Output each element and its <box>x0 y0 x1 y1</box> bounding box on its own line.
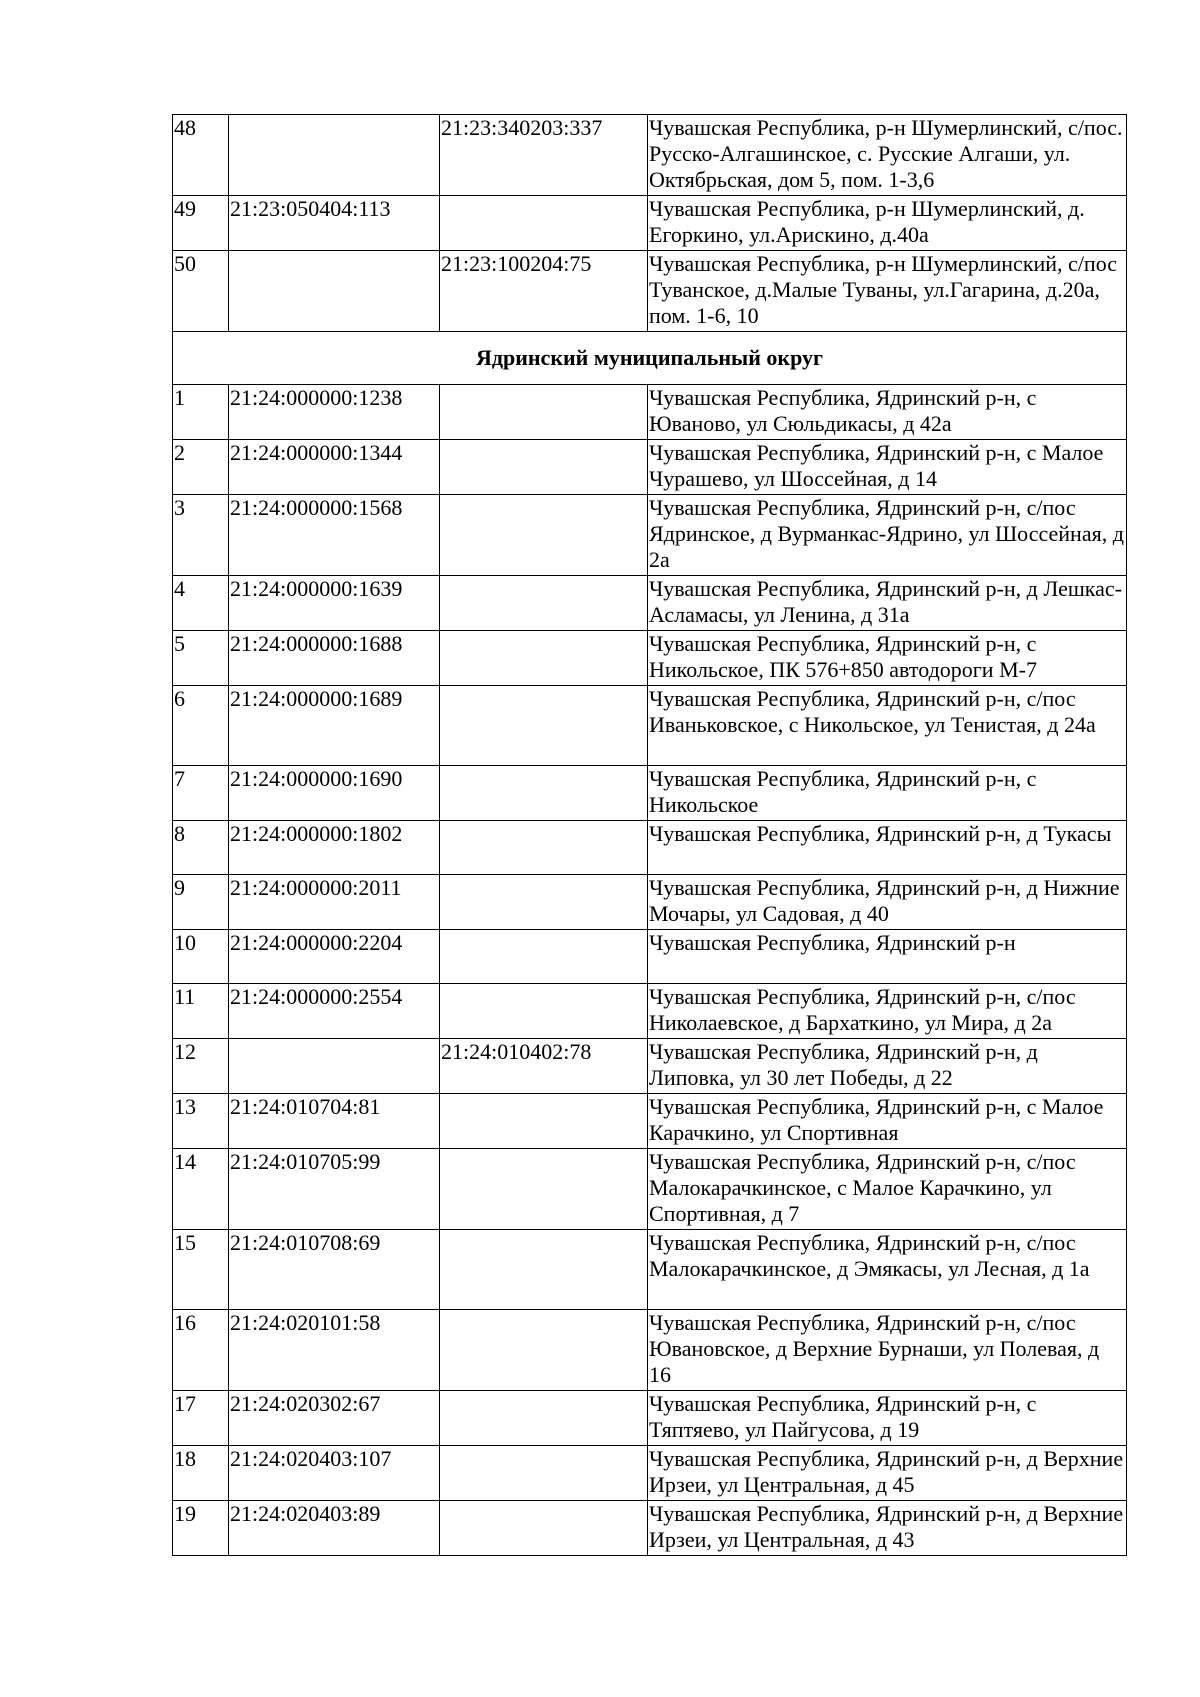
property-table <box>172 114 1127 1556</box>
address: Чувашская Республика, Ядринский р-н, д Верхние Ирзеи, ул Центральная, д 45 <box>648 1446 1127 1501</box>
row-number: 17 <box>173 1391 229 1446</box>
row-number: 10 <box>173 930 229 984</box>
building-cadastral-number <box>440 930 648 984</box>
table-row <box>173 1391 1127 1446</box>
address: Чувашская Республика, Ядринский р-н, с Тяптяево, ул Пайгусова, д 19 <box>648 1391 1127 1446</box>
row-number: 12 <box>173 1039 229 1094</box>
table-row <box>173 385 1127 440</box>
row-number: 6 <box>173 686 229 766</box>
land-cadastral-number: 21:24:000000:2204 <box>229 930 440 984</box>
table-row <box>173 196 1127 251</box>
table-row <box>173 875 1127 930</box>
section-title: Ядринский муниципальный округ <box>173 332 1127 385</box>
building-cadastral-number: 21:24:010402:78 <box>440 1039 648 1094</box>
row-number: 18 <box>173 1446 229 1501</box>
address: Чувашская Республика, Ядринский р-н, с/пос Ювановское, д Верхние Бурнаши, ул Полевая, д 16 <box>648 1310 1127 1391</box>
building-cadastral-number <box>440 576 648 631</box>
building-cadastral-number <box>440 1094 648 1149</box>
table-row <box>173 686 1127 766</box>
building-cadastral-number <box>440 984 648 1039</box>
table-row <box>173 1039 1127 1094</box>
land-cadastral-number: 21:24:000000:2011 <box>229 875 440 930</box>
building-cadastral-number <box>440 495 648 576</box>
row-number: 50 <box>173 251 229 332</box>
land-cadastral-number: 21:24:000000:1689 <box>229 686 440 766</box>
building-cadastral-number <box>440 1391 648 1446</box>
land-cadastral-number <box>229 115 440 196</box>
address: Чувашская Республика, Ядринский р-н, д Верхние Ирзеи, ул Центральная, д 43 <box>648 1501 1127 1556</box>
row-number: 1 <box>173 385 229 440</box>
table-body <box>173 115 1127 1556</box>
address: Чувашская Республика, Ядринский р-н, д Тукасы <box>648 821 1127 875</box>
building-cadastral-number <box>440 1230 648 1310</box>
building-cadastral-number <box>440 631 648 686</box>
land-cadastral-number: 21:24:020403:89 <box>229 1501 440 1556</box>
table-row <box>173 576 1127 631</box>
building-cadastral-number <box>440 440 648 495</box>
row-number: 7 <box>173 766 229 821</box>
table-row <box>173 251 1127 332</box>
table-row <box>173 1310 1127 1391</box>
section-header-row <box>173 332 1127 385</box>
land-cadastral-number <box>229 1039 440 1094</box>
address: Чувашская Республика, р-н Шумерлинский, с/пос. Русско-Алгашинское, с. Русские Алгаши, ул. Октябрьская, дом 5, пом. 1-3,6 <box>648 115 1127 196</box>
building-cadastral-number <box>440 385 648 440</box>
land-cadastral-number <box>229 251 440 332</box>
table-row <box>173 984 1127 1039</box>
table-row <box>173 440 1127 495</box>
land-cadastral-number: 21:23:050404:113 <box>229 196 440 251</box>
table-row <box>173 631 1127 686</box>
row-number: 11 <box>173 984 229 1039</box>
row-number: 49 <box>173 196 229 251</box>
address: Чувашская Республика, Ядринский р-н, с/пос Малокарачкинское, с Малое Карачкино, ул Спортивная, д 7 <box>648 1149 1127 1230</box>
address: Чувашская Республика, Ядринский р-н, с Никольское <box>648 766 1127 821</box>
building-cadastral-number <box>440 1310 648 1391</box>
table-row <box>173 930 1127 984</box>
table-row <box>173 495 1127 576</box>
row-number: 16 <box>173 1310 229 1391</box>
address: Чувашская Республика, Ядринский р-н <box>648 930 1127 984</box>
address: Чувашская Республика, Ядринский р-н, с/пос Ядринское, д Вурманкас-Ядрино, ул Шоссейная, д 2а <box>648 495 1127 576</box>
table-row <box>173 766 1127 821</box>
address: Чувашская Республика, Ядринский р-н, с/пос Николаевское, д Бархаткино, ул Мира, д 2а <box>648 984 1127 1039</box>
address: Чувашская Республика, Ядринский р-н, с/пос Малокарачкинское, д Эмякасы, ул Лесная, д 1а <box>648 1230 1127 1310</box>
building-cadastral-number <box>440 1501 648 1556</box>
building-cadastral-number <box>440 766 648 821</box>
land-cadastral-number: 21:24:010704:81 <box>229 1094 440 1149</box>
land-cadastral-number: 21:24:000000:1238 <box>229 385 440 440</box>
land-cadastral-number: 21:24:000000:1690 <box>229 766 440 821</box>
row-number: 5 <box>173 631 229 686</box>
row-number: 13 <box>173 1094 229 1149</box>
land-cadastral-number: 21:24:020403:107 <box>229 1446 440 1501</box>
address: Чувашская Республика, р-н Шумерлинский, с/пос Туванское, д.Малые Туваны, ул.Гагарина, д.20а, пом. 1-6, 10 <box>648 251 1127 332</box>
building-cadastral-number <box>440 875 648 930</box>
address: Чувашская Республика, Ядринский р-н, д Липовка, ул 30 лет Победы, д 22 <box>648 1039 1127 1094</box>
table-row <box>173 1230 1127 1310</box>
address: Чувашская Республика, Ядринский р-н, с Малое Карачкино, ул Спортивная <box>648 1094 1127 1149</box>
table-row <box>173 1149 1127 1230</box>
row-number: 2 <box>173 440 229 495</box>
row-number: 14 <box>173 1149 229 1230</box>
address: Чувашская Республика, Ядринский р-н, с/пос Иваньковское, с Никольское, ул Тенистая, д 24а <box>648 686 1127 766</box>
land-cadastral-number: 21:24:010705:99 <box>229 1149 440 1230</box>
table-row <box>173 821 1127 875</box>
row-number: 3 <box>173 495 229 576</box>
row-number: 15 <box>173 1230 229 1310</box>
row-number: 9 <box>173 875 229 930</box>
building-cadastral-number: 21:23:100204:75 <box>440 251 648 332</box>
row-number: 48 <box>173 115 229 196</box>
building-cadastral-number <box>440 196 648 251</box>
land-cadastral-number: 21:24:000000:1688 <box>229 631 440 686</box>
building-cadastral-number <box>440 686 648 766</box>
land-cadastral-number: 21:24:020101:58 <box>229 1310 440 1391</box>
land-cadastral-number: 21:24:000000:1568 <box>229 495 440 576</box>
address: Чувашская Республика, Ядринский р-н, с Малое Чурашево, ул Шоссейная, д 14 <box>648 440 1127 495</box>
building-cadastral-number <box>440 821 648 875</box>
land-cadastral-number: 21:24:000000:2554 <box>229 984 440 1039</box>
land-cadastral-number: 21:24:000000:1802 <box>229 821 440 875</box>
address: Чувашская Республика, Ядринский р-н, д Нижние Мочары, ул Садовая, д 40 <box>648 875 1127 930</box>
address: Чувашская Республика, Ядринский р-н, с Никольское, ПК 576+850 автодороги М-7 <box>648 631 1127 686</box>
land-cadastral-number: 21:24:000000:1344 <box>229 440 440 495</box>
table-row <box>173 1501 1127 1556</box>
row-number: 19 <box>173 1501 229 1556</box>
table-row <box>173 1094 1127 1149</box>
land-cadastral-number: 21:24:010708:69 <box>229 1230 440 1310</box>
land-cadastral-number: 21:24:000000:1639 <box>229 576 440 631</box>
address: Чувашская Республика, Ядринский р-н, с Юваново, ул Сюльдикасы, д 42а <box>648 385 1127 440</box>
building-cadastral-number <box>440 1149 648 1230</box>
address: Чувашская Республика, р-н Шумерлинский, д. Егоркино, ул.Арискино, д.40а <box>648 196 1127 251</box>
land-cadastral-number: 21:24:020302:67 <box>229 1391 440 1446</box>
row-number: 8 <box>173 821 229 875</box>
row-number: 4 <box>173 576 229 631</box>
address: Чувашская Республика, Ядринский р-н, д Лешкас-Асламасы, ул Ленина, д 31а <box>648 576 1127 631</box>
building-cadastral-number: 21:23:340203:337 <box>440 115 648 196</box>
table-row <box>173 115 1127 196</box>
table-row <box>173 1446 1127 1501</box>
building-cadastral-number <box>440 1446 648 1501</box>
